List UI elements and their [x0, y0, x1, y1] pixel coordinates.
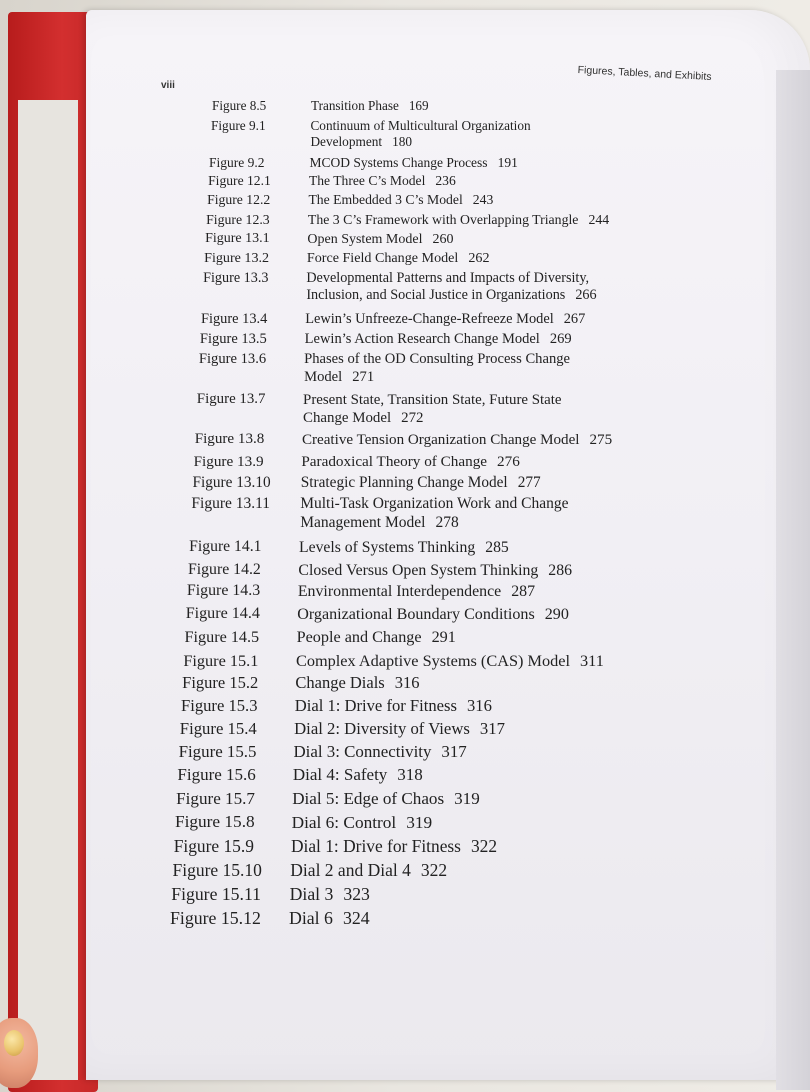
- figure-title-line: Continuum of Multicultural Organization: [310, 118, 531, 133]
- figure-title: [306, 270, 596, 305]
- figure-page-ref: 318: [397, 765, 423, 784]
- figure-title-line: Creative Tension Organization Change Model 275: [301, 432, 613, 448]
- figure-title-line: Paradoxical Theory of Change 276: [301, 453, 520, 470]
- figure-number: Figure 15.1: [183, 651, 259, 670]
- figure-title: [289, 908, 370, 930]
- figure-title: [309, 173, 456, 190]
- figure-title-line: Dial 5: Edge of Chaos 319: [292, 789, 480, 808]
- figure-title-line: Management Model 278: [300, 513, 459, 531]
- figure-page-ref: 243: [472, 192, 494, 207]
- figure-title-line: Dial 4: Safety 318: [292, 765, 423, 784]
- figure-title: [301, 453, 520, 472]
- figure-number: Figure 13.6: [198, 351, 267, 367]
- figure-title-line: Dial 6: Control 319: [291, 813, 433, 832]
- figure-page-ref: 236: [435, 173, 456, 188]
- figure-number: Figure 13.7: [196, 391, 266, 407]
- figure-title-line: Complex Adaptive Systems (CAS) Model 311: [295, 651, 604, 670]
- figure-number: Figure 9.1: [210, 118, 266, 133]
- figure-number: Figure 15.4: [179, 719, 257, 738]
- figure-page-ref: 169: [408, 98, 429, 113]
- figure-title: [296, 651, 604, 671]
- figure-title-line: Closed Versus Open System Thinking 286: [298, 562, 572, 579]
- figure-page-ref: 287: [511, 583, 536, 600]
- figure-title-line: Model 271: [304, 368, 375, 385]
- figure-page-ref: 319: [454, 789, 480, 808]
- figure-title: [305, 331, 572, 349]
- figure-number: Figure 15.2: [182, 673, 259, 692]
- figure-number: Figure 15.12: [170, 908, 261, 928]
- figure-title-line: People and Change 291: [296, 628, 456, 646]
- figure-title-line: Dial 1: Drive for Fitness 322: [290, 836, 498, 856]
- figure-title: [299, 538, 509, 557]
- figure-page-ref: 286: [548, 562, 572, 579]
- figure-title-line: Present State, Transition State, Future State: [303, 392, 562, 408]
- figure-title-line: Multi-Task Organization Work and Change: [300, 495, 569, 512]
- figure-title-line: Change Dials 316: [295, 673, 420, 692]
- figure-page-ref: 262: [468, 250, 490, 266]
- figure-number: Figure 15.3: [180, 696, 258, 715]
- figure-title: [294, 719, 505, 739]
- figure-title: [308, 192, 493, 209]
- figure-page-ref: 277: [517, 474, 541, 491]
- figure-title: [295, 673, 419, 693]
- figure-page-ref: 291: [431, 628, 456, 646]
- figure-number: Figure 13.9: [193, 453, 264, 470]
- figure-number: Figure 8.5: [212, 98, 267, 113]
- figure-number: Figure 13.4: [200, 311, 268, 327]
- figure-title-line: Force Field Change Model 262: [306, 250, 490, 266]
- figure-number: Figure 13.5: [199, 331, 267, 347]
- figure-page-ref: 316: [466, 696, 492, 715]
- figure-page-ref: 311: [580, 651, 604, 670]
- figure-page-ref: 271: [352, 368, 375, 385]
- figure-title: [307, 231, 453, 248]
- figure-title: [293, 765, 423, 786]
- figure-title-line: Phases of the OD Consulting Process Change: [304, 351, 571, 367]
- figure-page-ref: 278: [435, 513, 459, 531]
- figure-title-line: Lewin’s Unfreeze-Change-Refreeze Model 267: [305, 311, 586, 327]
- figure-title-line: The 3 C’s Framework with Overlapping Triangle 244: [307, 212, 610, 227]
- figure-number: Figure 13.10: [192, 474, 271, 491]
- figure-number: Figure 9.2: [209, 155, 265, 170]
- figure-page-ref: 267: [563, 311, 586, 327]
- figure-title-line: Developmental Patterns and Impacts of Diversity,: [306, 270, 590, 286]
- figure-title-line: Development 180: [310, 134, 413, 150]
- figure-title: [311, 98, 429, 114]
- figure-title-line: The Three C’s Model 236: [308, 173, 456, 188]
- figure-number: Figure 15.6: [177, 765, 256, 784]
- figure-page-ref: 323: [343, 884, 370, 904]
- figure-title: [308, 212, 609, 229]
- figure-title: [307, 250, 490, 267]
- figure-page-ref: 322: [470, 836, 498, 856]
- figure-title: [293, 742, 466, 763]
- figure-page-ref: 317: [479, 719, 505, 738]
- figure-title-line: Dial 2: Diversity of Views 317: [294, 719, 505, 738]
- figure-title-line: Environmental Interdependence 287: [297, 583, 536, 600]
- figure-title: [291, 836, 497, 857]
- figure-page-ref: 269: [549, 331, 572, 347]
- figure-title: [297, 628, 456, 648]
- figure-page-ref: 324: [342, 908, 370, 928]
- figure-title: [305, 311, 585, 329]
- figure-title: [298, 561, 572, 580]
- figure-number: Figure 15.11: [171, 884, 261, 904]
- figure-title: [298, 582, 535, 601]
- figure-page-ref: 319: [406, 813, 433, 832]
- fingernail: [4, 1030, 24, 1056]
- figure-title-line: Lewin’s Action Research Change Model 269: [304, 331, 572, 347]
- figure-title: [301, 474, 541, 493]
- figure-title-line: Dial 3 323: [289, 884, 370, 904]
- figure-number: Figure 13.1: [205, 231, 270, 246]
- figure-title: [290, 860, 447, 881]
- running-head: Figures, Tables, and Exhibits: [577, 64, 712, 83]
- figure-page-ref: 317: [441, 742, 467, 761]
- figure-title-line: Organizational Boundary Conditions 290: [297, 606, 569, 623]
- figure-number: Figure 12.2: [207, 192, 271, 207]
- figure-title-line: Inclusion, and Social Justice in Organizations 266: [306, 287, 597, 304]
- figure-page-ref: 180: [392, 134, 413, 150]
- figure-page-ref: 244: [588, 212, 610, 227]
- figure-title: [304, 351, 570, 387]
- figure-page-ref: 275: [589, 432, 613, 448]
- figure-title-line: Dial 2 and Dial 4 322: [290, 860, 448, 880]
- figure-title: [302, 431, 612, 449]
- figure-number: Figure 13.11: [191, 495, 271, 512]
- figure-number: Figure 14.5: [184, 628, 260, 646]
- figure-number: Figure 12.1: [208, 173, 271, 188]
- figure-title: [310, 118, 530, 150]
- figure-title: [303, 391, 562, 427]
- figure-page-ref: 260: [432, 232, 454, 247]
- figure-title-line: MCOD Systems Change Process 191: [309, 155, 518, 170]
- next-page-edge: [776, 70, 810, 1090]
- figure-page-ref: 191: [497, 155, 518, 170]
- figure-number: Figure 14.2: [187, 561, 261, 578]
- figure-title-line: Open System Model 260: [307, 232, 454, 247]
- figure-title-line: Change Model 272: [303, 410, 424, 427]
- figure-number: Figure 13.2: [204, 250, 270, 266]
- figure-title: [292, 789, 480, 810]
- figure-title-line: Dial 3: Connectivity 317: [293, 742, 467, 761]
- figure-number: Figure 14.3: [186, 582, 261, 599]
- figure-page-ref: 322: [420, 860, 448, 880]
- figure-title-line: Strategic Planning Change Model 277: [300, 474, 541, 491]
- figure-number: Figure 15.8: [174, 812, 255, 831]
- figure-page-ref: 290: [544, 606, 569, 623]
- figure-page-ref: 276: [497, 453, 520, 470]
- figure-number: Figure 14.1: [189, 538, 262, 555]
- cover-inner-strip: [18, 100, 78, 1080]
- figure-title-line: Dial 1: Drive for Fitness 316: [294, 696, 492, 715]
- figure-number: Figure 13.8: [194, 431, 265, 447]
- figure-number: Figure 15.5: [178, 742, 257, 761]
- figure-number: Figure 13.3: [203, 270, 269, 286]
- figure-number: Figure 14.4: [185, 605, 260, 622]
- figure-title: [295, 696, 492, 716]
- figure-number: Figure 12.3: [206, 212, 270, 227]
- figure-page-ref: 285: [485, 539, 509, 556]
- figure-title: [297, 605, 569, 625]
- figure-number: Figure 15.10: [172, 860, 262, 880]
- page-number: viii: [161, 80, 175, 91]
- figure-title: [300, 495, 568, 533]
- figure-title-line: Dial 6 324: [289, 908, 370, 928]
- figure-title-line: The Embedded 3 C’s Model 243: [308, 192, 494, 207]
- figure-title: [292, 812, 433, 833]
- figure-title-line: Transition Phase 169: [311, 98, 429, 113]
- figure-title: [309, 155, 517, 171]
- figure-title-line: Levels of Systems Thinking 285: [299, 539, 509, 556]
- figure-page-ref: 316: [394, 673, 420, 692]
- figure-page-ref: 272: [401, 410, 424, 427]
- figure-number: Figure 15.7: [176, 789, 255, 808]
- figure-title: [290, 884, 370, 906]
- figure-number: Figure 15.9: [173, 836, 254, 856]
- figure-page-ref: 266: [575, 287, 597, 304]
